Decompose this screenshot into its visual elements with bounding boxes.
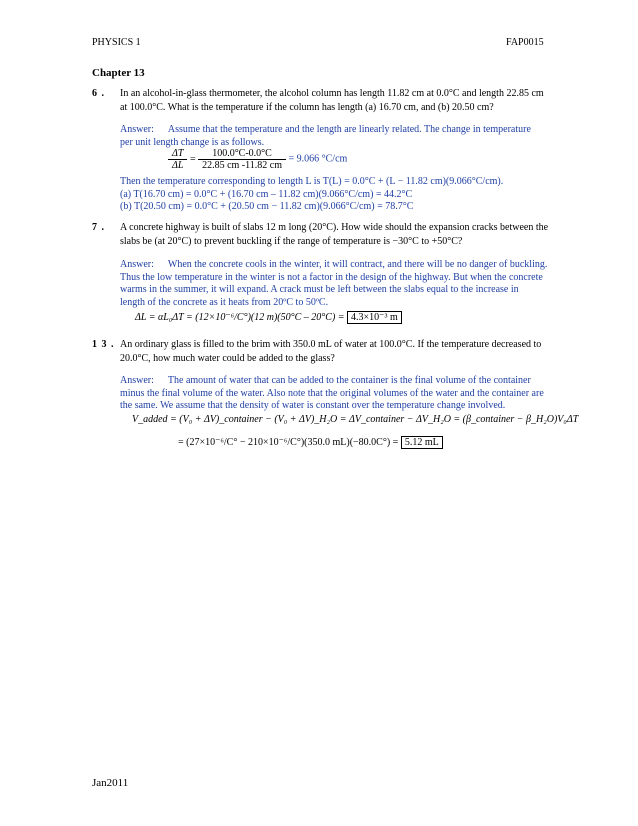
question-6-text <box>120 87 550 114</box>
answer-13-line-2: minus the final volume of the water. Also note that the original volumes of the water and the container are <box>120 387 544 399</box>
solution-6-part-a: (a) T(16.70 cm) = 0.0°C + (16.70 cm – 11.82 cm)(9.066°C/cm) = 44.2°C <box>120 188 413 200</box>
answer-7-line-2: Thus the low temperature in the winter is not a factor in the design of the highway. But when the concrete <box>120 271 543 283</box>
equation-7-body: ΔL = αL₀ΔT = (12×10⁻⁶/C°)(12 m)(50°C – 20°C) = <box>135 312 345 323</box>
equation-13-body: = (27×10⁻⁶/C° − 210×10⁻⁶/C°)(350.0 mL)(−80.0C°) = <box>178 437 399 448</box>
answer-7-line-3: warms in the summer, it will expand. A crack must be left between the slabs equal to the increase in <box>120 284 519 295</box>
question-6-number: 6 . <box>92 88 105 99</box>
question-13-equation-2 <box>178 437 443 448</box>
solution-6-line-1: Then the temperature corresponding to length L is T(L) = 0.0°C + (L − 11.82 cm)(9.066°C/cm). <box>120 176 504 187</box>
equation-13-result: 5.12 mL <box>401 436 443 449</box>
question-7-text <box>120 221 550 248</box>
question-6-answer <box>120 124 550 149</box>
question-6-equation: $\frac{\Delta T}{\Delta L}$ = $\frac{100.0^\circ C-0.0^\circ C}{22.85 cm -11.82 cm}$ = 9.066 °C/cm <box>168 148 347 171</box>
answer-label: Answer: <box>120 375 154 386</box>
equation-7-result: 4.3×10⁻³ m <box>347 311 402 324</box>
footer-date: Jan2011 <box>92 777 129 789</box>
chapter-title: Chapter 13 <box>92 67 145 79</box>
question-13-text <box>120 338 550 365</box>
equation-6-result: = 9.066 °C/cm <box>288 153 348 165</box>
question-13-line-1: An ordinary glass is filled to the brim with 350.0 mL of water at 100.0°C. If the temperature decreased to <box>120 339 542 350</box>
question-13-line-2: 20.0°C, how much water could be added to the glass? <box>120 352 335 364</box>
solution-6-part-b: (b) T(20.50 cm) = 0.0°C + (20.50 cm − 11.82 cm)(9.066°C/cm) = 78.7°C <box>120 201 414 212</box>
answer-6-line-2: per unit length change is as follows. <box>120 136 265 148</box>
question-6-line-1: In an alcohol-in-glass thermometer, the alcohol column has length 11.82 cm at 0.0°C and length 22.85 cm <box>120 88 544 99</box>
fraction-temperature-over-length: $\frac{100.0^\circ C-0.0^\circ C}{22.85 cm -11.82 cm}$ <box>198 148 286 171</box>
question-7-answer <box>120 259 550 309</box>
question-13-answer <box>120 375 550 413</box>
answer-13-line-1: The amount of water that can be added to the container is the final volume of the container <box>167 375 531 386</box>
answer-label: Answer: <box>120 124 154 135</box>
header-code: FAP0015 <box>506 37 544 48</box>
question-7-line-1: A concrete highway is built of slabs 12 m long (20°C). How wide should the expansion cracks between the <box>120 222 549 233</box>
fraction-delta-t-over-delta-l: $\frac{\Delta T}{\Delta L}$ <box>168 148 187 171</box>
question-7-line-2: slabs be (at 20°C) to prevent buckling if the range of temperature is −30°C to +50°C? <box>120 235 463 247</box>
answer-label: Answer: <box>120 259 154 270</box>
question-6-line-2: at 100.0°C. What is the temperature if the column has length (a) 16.70 cm, and (b) 20.50 cm? <box>120 101 494 113</box>
question-7-number: 7 . <box>92 222 105 233</box>
answer-7-line-1: When the concrete cools in the winter, it will contract, and there will be no danger of buckling. <box>167 259 548 270</box>
answer-6-line-1: Assume that the temperature and the length are linearly related. The change in temperature <box>167 124 531 135</box>
answer-13-line-3: the same. We assume that the density of water is constant over the temperature change involved. <box>120 400 506 411</box>
question-13-number: 1 3 . <box>92 339 115 350</box>
header-course: PHYSICS 1 <box>92 37 141 48</box>
question-13-equation-1: V_added = (V₀ + ΔV)_container − (V₀ + ΔV)_H₂O = ΔV_container − ΔV_H₂O = (β_container − β_H₂O)V₀ΔT <box>132 414 579 425</box>
question-6-solution <box>120 176 550 214</box>
answer-7-line-4: length of the concrete as it heats from 20ºC to 50ºC. <box>120 296 329 308</box>
question-7-equation <box>135 312 402 323</box>
